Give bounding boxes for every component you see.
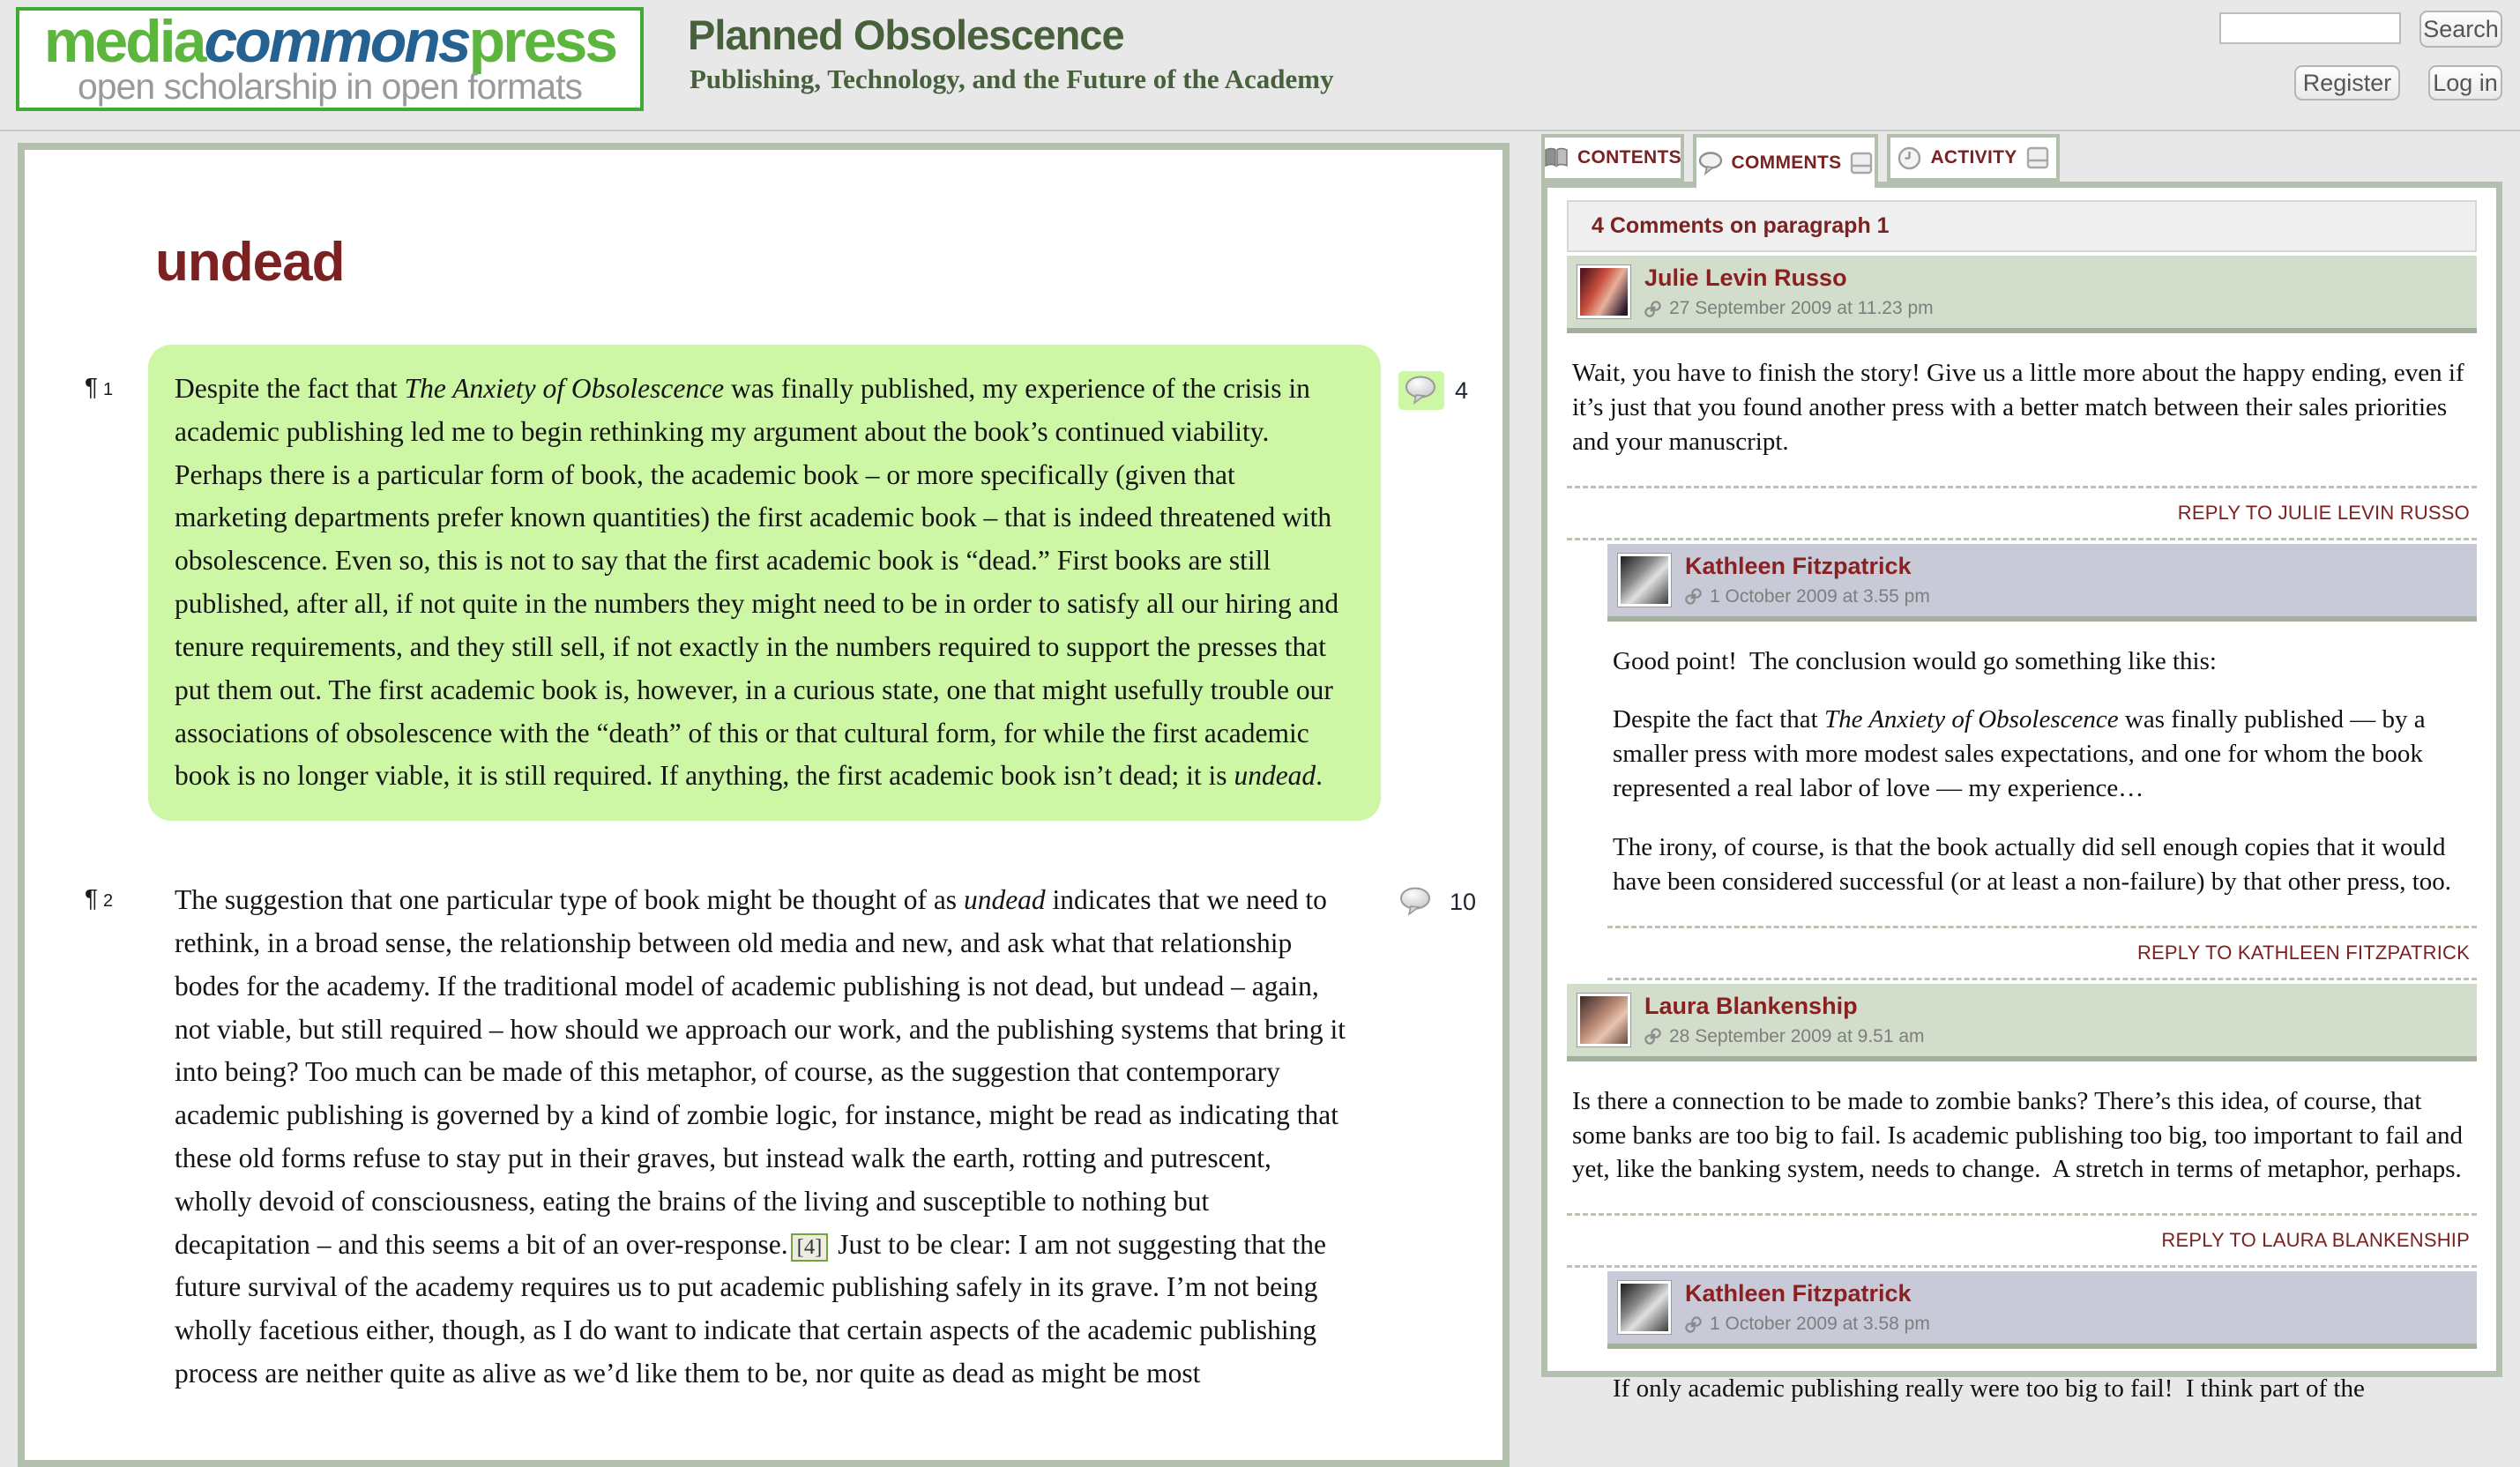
link-icon xyxy=(1644,1028,1661,1045)
comment-author[interactable]: Kathleen Fitzpatrick xyxy=(1685,1280,1912,1307)
search-input[interactable] xyxy=(2219,12,2401,44)
reply-link[interactable]: REPLY TO LAURA BLANKENSHIP xyxy=(1567,1213,2477,1268)
comment-date: 1 October 2009 at 3.58 pm xyxy=(1710,1314,1930,1335)
comment-date: 1 October 2009 at 3.55 pm xyxy=(1710,585,1930,607)
link-icon xyxy=(1644,301,1661,317)
comment-author[interactable]: Laura Blankenship xyxy=(1644,992,1858,1019)
comment-header xyxy=(1567,984,2477,1061)
paragraph-1-comment-count: 4 xyxy=(1455,376,1469,404)
speech-bubble-icon xyxy=(1393,882,1439,921)
comment-header xyxy=(1607,1271,2477,1349)
comment-body: Good point! The conclusion would go something like this: Despite the fact that The Anxiety of Obsolescence was finally published — by a smaller press with more modest sales expectations, and one for whom the book represented a real labor of love — my experience… The irony, of course, is that the book actually did sell enough copies that it would have been considered successful (or at least a non-failure) by that other press, too. xyxy=(1613,646,2452,896)
comment-thread xyxy=(1567,984,2477,1269)
paragraph-row-1 xyxy=(85,345,1476,821)
clock-icon xyxy=(1897,146,1921,170)
tab-contents-label: CONTENTS xyxy=(1577,147,1681,168)
comment-body: Is there a connection to be made to zombie banks? There’s this idea, of course, that some banks are too big to fail. Is academic publishing too big, too important to fail and yet, like the banking system, needs to change. A stretch in terms of metaphor, perhaps. xyxy=(1572,1086,2463,1184)
paragraph-2-comment-count: 10 xyxy=(1449,888,1476,915)
comment-header xyxy=(1567,256,2477,333)
window-pane-icon[interactable] xyxy=(2026,146,2049,169)
comment-date: 28 September 2009 at 9.51 am xyxy=(1669,1025,1925,1046)
page-title: undead xyxy=(155,232,345,293)
tab-activity-label: ACTIVITY xyxy=(1930,147,2017,168)
register-button[interactable]: Register xyxy=(2294,65,2400,101)
comment-permalink[interactable] xyxy=(1644,298,1934,319)
comment-header xyxy=(1607,544,2477,622)
site-title: Planned Obsolescence xyxy=(688,11,1124,58)
comment-author[interactable]: Julie Levin Russo xyxy=(1644,264,1847,291)
comment-body: If only academic publishing really were too big to fail! I think part of the xyxy=(1613,1374,2365,1404)
paragraph-text-2: The suggestion that one particular type of book might be thought of as undead indicates that we need to rethink, in a broad sense, the relationship between old media and new, and ask what that relationship bodes for the academy. If the traditional model of academic publishing is not dead, but undead – again, not viable, but still required – how should we approach our work, and the publishing systems that bring it into being? Too much can be made of this metaphor, of course, as the suggestion that contemporary academic publishing is governed by a kind of zombie logic, for instance, might be read as indicating that these old forms refuse to stay put in their graves, but instead walk the earth, rotting and putrescent, wholly devoid of consciousness, eating the brains of the living and susceptible to nothing but decapitation – and this seems a bit of an over-response. [4] Just to be clear: I am not suggesting that the future survival of the academy requires us to put academic publishing safely in its grave. I’m not being wholly facetious either, though, as I do want to indicate that certain aspects of the academic publishing process are neither quite as alive as we’d like them to be, nor quite as dead as might be most xyxy=(175,884,1346,1389)
tab-comments-label: COMMENTS xyxy=(1731,152,1842,173)
paragraph-marker-1: ¶ 1 xyxy=(85,373,114,400)
comments-panel xyxy=(1541,182,2502,1404)
login-button[interactable]: Log in xyxy=(2428,65,2502,101)
paragraph-marker-2: ¶ 2 xyxy=(85,884,114,912)
mediacommons-press-logo[interactable] xyxy=(16,7,644,111)
article-panel xyxy=(18,143,1510,1467)
comment-date: 27 September 2009 at 11.23 pm xyxy=(1669,298,1934,318)
logo-tagline: open scholarship in open formats xyxy=(78,66,582,108)
comment-author[interactable]: Kathleen Fitzpatrick xyxy=(1685,552,1912,579)
paragraph-2-comments-toggle[interactable] xyxy=(1393,856,1476,921)
site-subtitle: Publishing, Technology, and the Future of the Academy xyxy=(690,63,1334,94)
logo-wordmark: mediacommonspress xyxy=(43,8,616,75)
book-icon xyxy=(1544,147,1569,168)
comment-permalink[interactable] xyxy=(1685,1314,1930,1335)
tab-activity[interactable] xyxy=(1887,134,2060,182)
comment-permalink[interactable] xyxy=(1685,586,1930,607)
comment-body: Wait, you have to finish the story! Give us a little more about the happy ending, even if it’s just that you found another press with a better match between their sales priorities and your manuscript. xyxy=(1572,359,2464,456)
window-pane-icon[interactable] xyxy=(1850,152,1873,175)
avatar[interactable] xyxy=(1577,265,1630,318)
speech-bubble-icon xyxy=(1698,152,1723,175)
footnote-link[interactable]: [4] xyxy=(791,1233,829,1262)
avatar[interactable] xyxy=(1618,1281,1671,1334)
paragraph-row-2 xyxy=(85,856,1476,1396)
avatar[interactable] xyxy=(1618,554,1671,607)
comment-thread-nested xyxy=(1607,1271,2477,1433)
comments-count-header: 4 Comments on paragraph 1 xyxy=(1567,200,2477,252)
paragraph-text-1: Despite the fact that The Anxiety of Obsolescence was finally published, my experience of the crisis in academic publishing led me to begin rethinking my argument about the book’s continued viability. Perhaps there is a particular form of book, the academic book – or more specifically (given that marketing departments prefer known quantities) the first academic book – that is indeed threatened with obsolescence. Even so, this is not to say that the first academic book is “dead.” First books are still published, after all, if not quite in the numbers they might need to be in order to satisfy all our hiring and tenure requirements, and they still sell, if not exactly in the numbers required to support the presses that put them out. The first academic book is, however, in a curious state, one that might usefully trouble our associations of obsolescence with the “death” of this or that cultural form, for while the first academic book is no longer viable, it is still required. If anything, the first academic book isn’t dead; it is undead. xyxy=(148,345,1381,821)
link-icon xyxy=(1685,588,1702,605)
comment-permalink[interactable] xyxy=(1644,1026,1925,1047)
header-divider xyxy=(0,130,2520,131)
tab-contents[interactable] xyxy=(1541,134,1684,182)
comment-thread-nested xyxy=(1607,544,2477,980)
reply-link[interactable]: REPLY TO KATHLEEN FITZPATRICK xyxy=(1607,926,2477,980)
avatar[interactable] xyxy=(1577,994,1630,1046)
tab-comments[interactable] xyxy=(1693,134,1878,188)
comment-thread xyxy=(1567,256,2477,540)
search-button[interactable]: Search xyxy=(2419,11,2502,48)
link-icon xyxy=(1685,1316,1702,1333)
speech-bubble-icon xyxy=(1398,371,1444,410)
paragraph-1-comments-toggle[interactable] xyxy=(1398,345,1468,410)
reply-link[interactable]: REPLY TO JULIE LEVIN RUSSO xyxy=(1567,486,2477,540)
